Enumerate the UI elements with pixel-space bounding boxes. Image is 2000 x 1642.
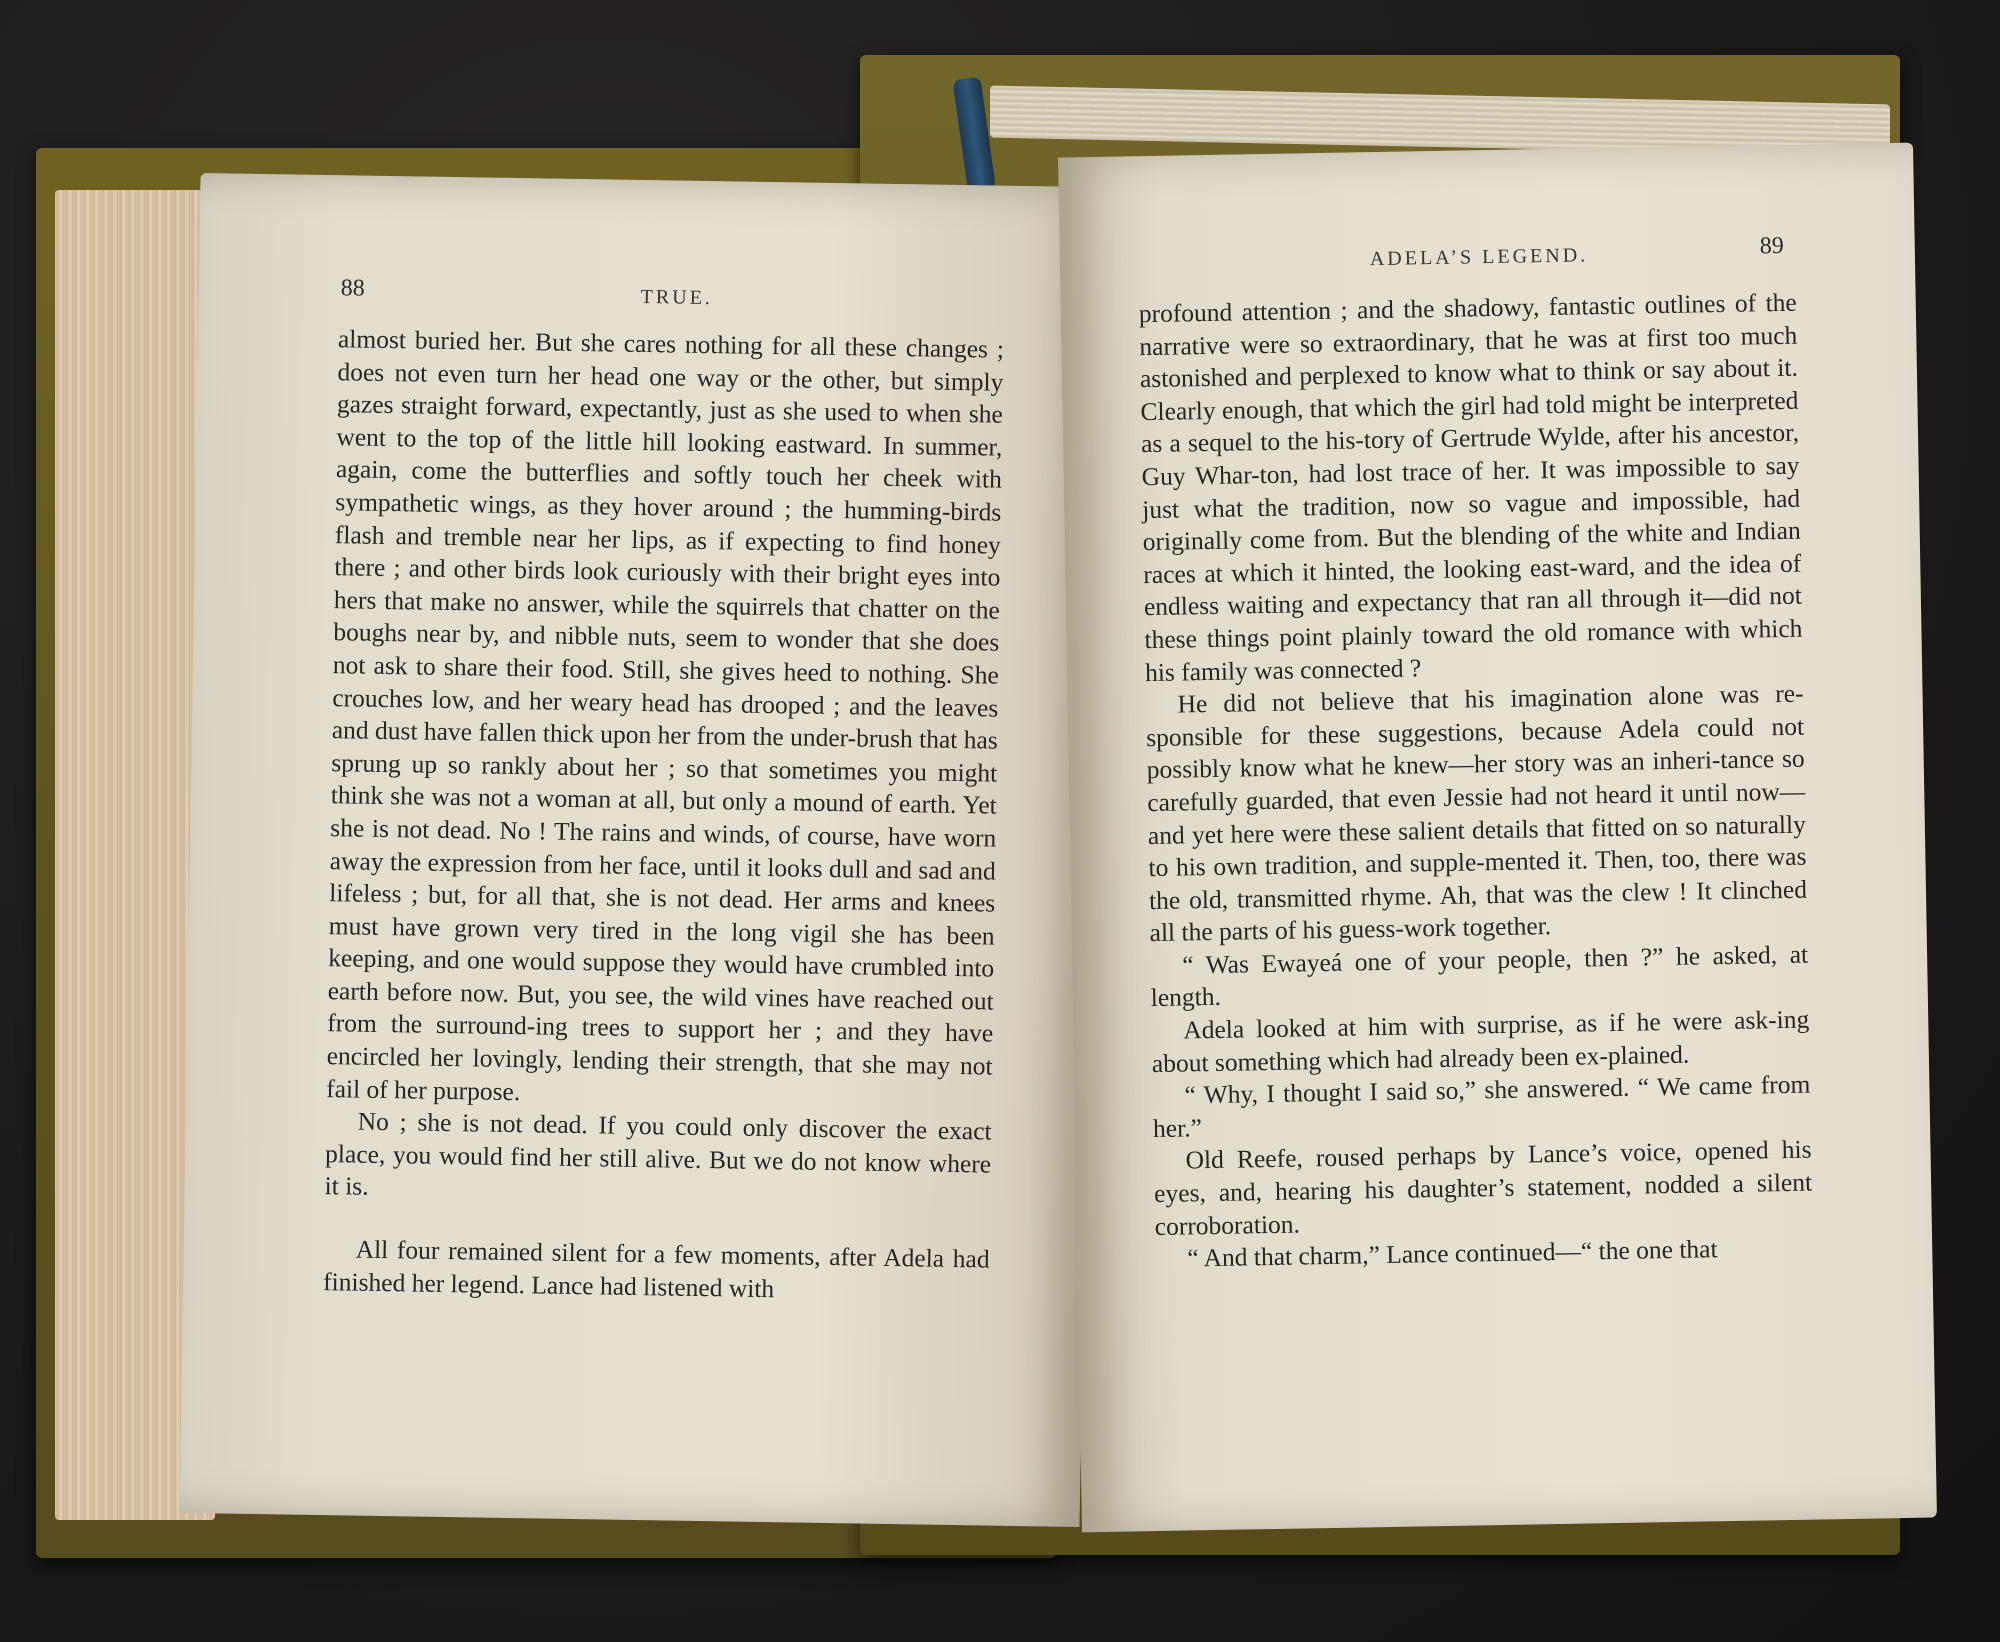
right-page [1058,143,1937,1533]
left-paragraph: No ; she is not dead. If you could only discover the exact place, you would find her still alive. But we do not know where it is. [324,1106,992,1202]
right-paragraph: “ And that charm,” Lance continued—“ the one that [1187,1234,1718,1273]
left-page-number: 88 [340,275,365,302]
left-text-block [323,323,1004,1309]
right-text-block [1139,287,1814,1276]
left-paragraph: almost buried her. But she cares nothing for all these changes ; does not even turn her head one way or the other, but simply gazes straight forward, expectantly, just as she used to when she went to the top of the little hill looking eastward. In summer, again, come the butterflies and softly touch her cheek with sympathetic wings, as they hover around ; the humming-birds flash and tremble near her lips, as if expecting to find honey there ; and other birds look curiously with their bright eyes into hers that make no answer, while the squirrels that chatter on the boughs near by, and nibble nuts, seem to wonder that she does not ask to share their food. Still, she gives heed to nothing. She crouches low, and her weary head has drooped ; and the leaves and dust have fallen thick upon her from the under-brush that has sprung up so rankly about her ; so that sometimes you might think she was not a woman at all, but only a mound of earth. Yet she is not dead. No ! The rains and winds, of course, have worn away the expression from her face, until it looks dull and sad and lifeless ; but, for all that, she is not dead. Her arms and knees must have grown very tired in the long vigil she has been keeping, and one would suppose they would have crumbled into earth before now. But, you see, the wild vines have reached out from the surround-ing trees to support her ; and they have encircled her lovingly, lending their strength, that she may not fail of her purpose. [325,324,1005,1106]
left-running-head: TRUE. [640,285,714,310]
left-page [180,173,1101,1527]
right-paragraph: “ Why, I thought I said so,” she answered. “ We came from her.” [1152,1069,1811,1143]
right-paragraph: “ Was Ewayeá one of your people, then ?” he asked, at length. [1150,939,1809,1013]
right-running-head: ADELA’S LEGEND. [1369,244,1589,271]
right-paragraph: profound attention ; and the shadowy, fantastic outlines of the narrative were so extraordinary, that he was at first too much astonished and perplexed to know what to think or say about it. Clearly enough, that which the girl had told might be interpreted as a sequel to the his-tory of Gertrude Wylde, after his ancestor, Guy Whar-ton, had lost trace of her. It was impossible to say just what the tradition, now so vague and impossible, had originally come from. But the blending of the white and Indian races at which it hinted, the looking east-ward, and the idea of endless waiting and expectancy that ran all through it—did not these things point plainly toward the old romance with which his family was connected ? [1138,287,1803,687]
right-paragraph: Adela looked at him with surprise, as if he were ask-ing about something which had already been ex-plained. [1151,1004,1810,1078]
right-page-number: 89 [1759,232,1784,260]
left-paragraph: All four remained silent for a few moments, after Adela had finished her legend. Lance had listened with [322,1234,990,1303]
right-paragraph: Old Reefe, roused perhaps by Lance’s voice, opened his eyes, and, hearing his daughter’s statement, nodded a silent corroboration. [1153,1135,1813,1241]
right-paragraph: He did not believe that his imagination alone was re-sponsible for these suggestions, because Adela could not possibly know what he knew—her story was an inheri-tance so carefully guarded, that even Jessie had not heard it until now—and yet here were these salient details that fitted on so naturally to his own tradition, and supple-mented it. Then, too, there was the old, transmitted rhyme. Ah, that was the clew ! It clinched all the parts of his guess-work together. [1145,678,1808,948]
